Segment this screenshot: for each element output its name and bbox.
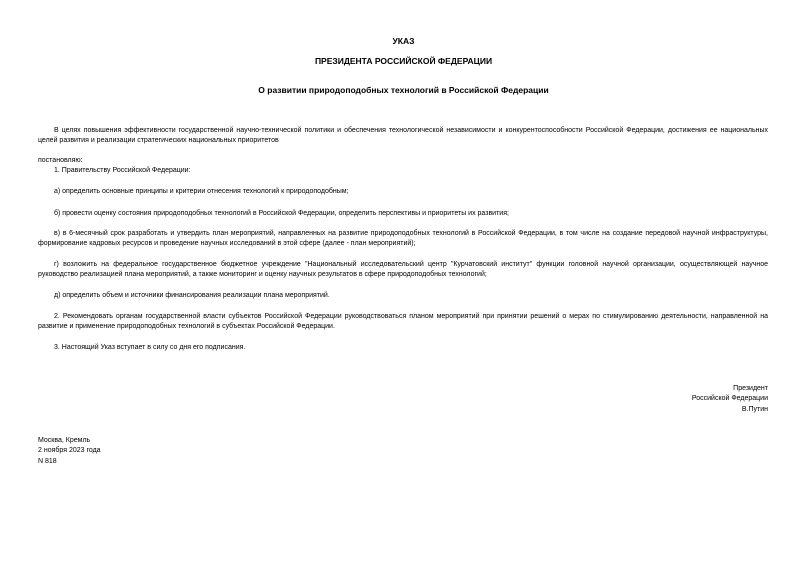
clause-1b: б) провести оценку состояния природоподобных технологий в Российской Федерации, определить перспективы и приоритеты их развития; bbox=[54, 210, 509, 217]
decree-type-title: УКАЗ bbox=[392, 36, 415, 46]
footer-place: Москва, Кремль bbox=[38, 437, 91, 444]
signature-name: В.Путин bbox=[741, 406, 768, 413]
footer-date: 2 ноября 2023 года bbox=[38, 447, 101, 454]
signature-office: Российской Федерации bbox=[691, 395, 768, 402]
decree-subject-title: О развитии природоподобных технологий в Российской Федерации bbox=[258, 85, 549, 95]
decree-issuer-title: ПРЕЗИДЕНТА РОССИЙСКОЙ ФЕДЕРАЦИИ bbox=[314, 56, 493, 66]
preamble-paragraph: В целях повышения эффективности государственной научно-технической политики и обеспечения технологической независимости и конкурентоспособности Российской Федерации, достижения ее национальных целей развития и реализации стратегических национальных приоритетов bbox=[38, 127, 768, 144]
signature-title: Президент bbox=[733, 385, 768, 392]
clause-3: 3. Настоящий Указ вступает в силу со дня его подписания. bbox=[54, 344, 246, 351]
clause-1g: г) возложить на федеральное государственное бюджетное учреждение "Национальный исследовательский центр "Курчатовский институт" функции головной научной организации, осуществляющей научное руководство реализацией плана мероприятий, а также мониторинг и оценку научных результатов в сфере природоподобных технологий; bbox=[38, 261, 768, 278]
clause-1v: в) в 6-месячный срок разработать и утвердить план мероприятий, направленных на развитие природоподобных технологий в Российской Федерации, в том числе на создание передовой научной инфраструктуры, формирование кадровых ресурсов и проведение научных исследований в этой сфере (далее - план мероприятий); bbox=[38, 230, 768, 247]
resolve-word: постановляю: bbox=[38, 157, 83, 164]
clause-1d: д) определить объем и источники финансирования реализации плана мероприятий. bbox=[54, 292, 330, 299]
clause-1: 1. Правительству Российской Федерации: bbox=[54, 167, 191, 174]
footer-number: N 818 bbox=[38, 458, 57, 465]
clause-2: 2. Рекомендовать органам государственной власти субъектов Российской Федерации руководствоваться планом мероприятий при принятии решений о мерах по стимулированию деятельности, направленной на развитие и применение природоподобных технологий в субъектах Российской Федерации. bbox=[38, 313, 768, 330]
clause-1a: а) определить основные принципы и критерии отнесения технологий к природоподобным; bbox=[54, 188, 349, 195]
